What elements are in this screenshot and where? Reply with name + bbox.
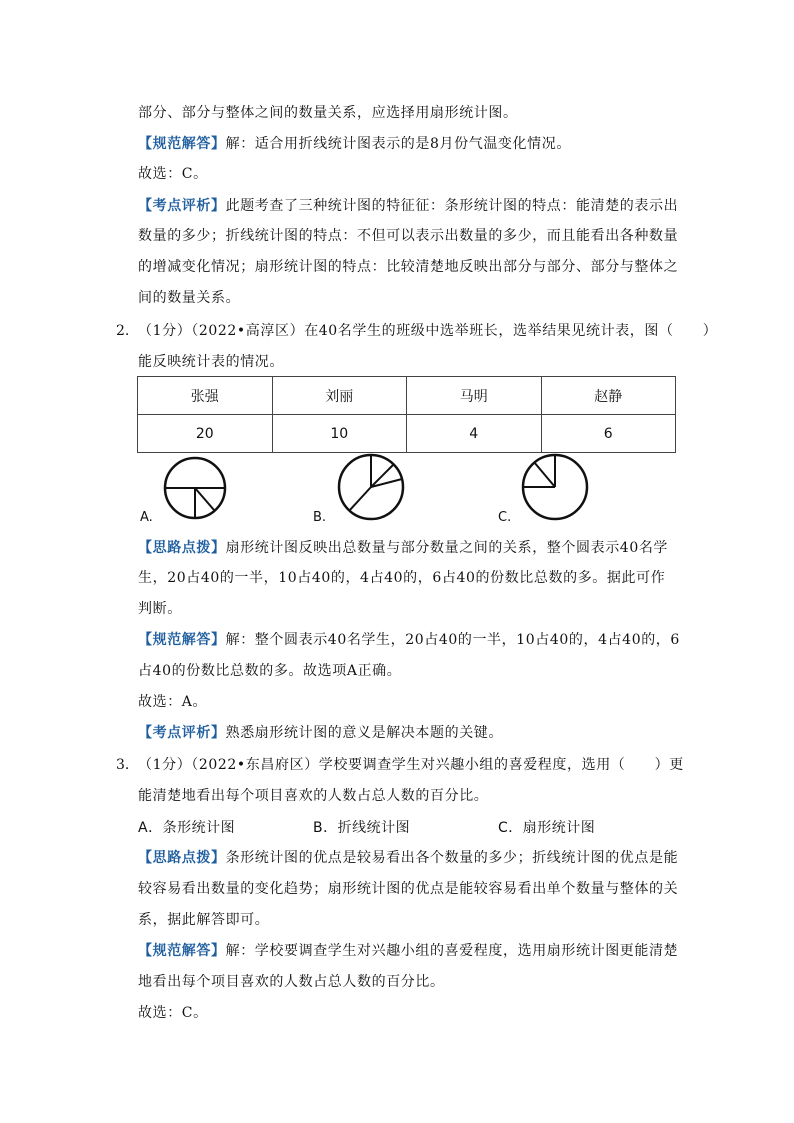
pie-option-b xyxy=(336,452,406,522)
q1-analysis-line3: 的增减变化情况；扇形统计图的特点：比较清楚地反映出部分与部分、部分与整体之 xyxy=(138,259,679,275)
option-c-label: C. xyxy=(498,510,512,525)
q2-answer xyxy=(138,630,680,650)
hint-tag: 【思路点拨】 xyxy=(138,540,226,556)
answer-text: 解：整个圆表示40名学生，20占40的一半，10占40的，4占40的，6 xyxy=(225,632,680,648)
table-cell: 20 xyxy=(138,415,273,453)
answer-tag: 【规范解答】 xyxy=(138,943,226,959)
q3-hint-line3: 系，据此解答即可。 xyxy=(138,912,270,928)
q2-answer-line2: 占40的份数比总数的多。故选项A正确。 xyxy=(138,663,402,679)
q3-stem-line2: 能清楚地看出每个项目喜欢的人数占总人数的百分比。 xyxy=(138,788,489,804)
q1-analysis-line2: 数量的多少；折线统计图的特点：不但可以表示出数量的多少，而且能看出各种数量 xyxy=(138,228,679,244)
table-header-cell: 刘丽 xyxy=(272,377,407,415)
q2-number: 2. xyxy=(116,323,130,339)
analysis-text: 此题考查了三种统计图的特征征：条形统计图的特点：能清楚的表示出 xyxy=(225,198,679,214)
q1-answer xyxy=(138,134,571,154)
answer-text: 解：学校要调查学生对兴趣小组的喜爱程度，选用扇形统计图更能清楚 xyxy=(225,943,679,959)
q2-choice: 故选：A。 xyxy=(138,694,208,710)
q3-option-a: A．条形统计图 xyxy=(138,820,236,836)
q2-hint-line2: 生，20占40的一半，10占40的，4占40的，6占40的份数比总数的多。据此可作 xyxy=(138,570,666,586)
answer-text: 解：适合用折线统计图表示的是8月份气温变化情况。 xyxy=(225,136,571,152)
q2-stem-line1: （1分）（2022•高淳区）在40名学生的班级中选举班长，选举结果见统计表，图（ ） xyxy=(138,323,718,339)
q1-analysis-line4: 间的数量关系。 xyxy=(138,290,241,306)
pie-option-a xyxy=(162,455,228,521)
q3-hint xyxy=(138,848,678,868)
option-a-label: A. xyxy=(140,510,153,525)
q1-analysis xyxy=(138,196,678,216)
q3-choice: 故选：C。 xyxy=(138,1005,208,1021)
q3-hint-line2: 较容易看出数量的变化趋势；扇形统计图的优点是能较容易看出单个数量与整体的关 xyxy=(138,881,679,897)
hint-tag: 【思路点拨】 xyxy=(138,850,226,866)
q3-number: 3. xyxy=(116,757,130,773)
table-cell: 10 xyxy=(272,415,407,453)
q3-answer-line2: 地看出每个项目喜欢的人数占总人数的百分比。 xyxy=(138,974,445,990)
q3-option-b: B．折线统计图 xyxy=(313,820,411,836)
q2-analysis xyxy=(138,723,503,743)
table-header-cell: 张强 xyxy=(138,377,273,415)
hint-text: 条形统计图的优点是较易看出各个数量的多少；折线统计图的优点是能 xyxy=(225,850,679,866)
q3-answer xyxy=(138,941,678,961)
analysis-tag: 【考点评析】 xyxy=(138,198,226,214)
analysis-text: 熟悉扇形统计图的意义是解决本题的关键。 xyxy=(225,725,504,741)
q2-stem-line2: 能反映统计表的情况。 xyxy=(138,354,284,370)
table-header-cell: 马明 xyxy=(407,377,542,415)
answer-tag: 【规范解答】 xyxy=(138,136,226,152)
q2-hint-line3: 判断。 xyxy=(138,601,182,617)
q3-stem-line1: （1分）（2022•东昌府区）学校要调查学生对兴趣小组的喜爱程度，选用（ ）更 xyxy=(138,757,684,773)
hint-text: 扇形统计图反映出总数量与部分数量之间的关系，整个圆表示40名学 xyxy=(225,540,669,556)
table-row xyxy=(138,415,676,453)
option-b-label: B. xyxy=(313,510,327,525)
table-cell: 4 xyxy=(407,415,542,453)
q2-hint xyxy=(138,538,668,558)
q1-choice: 故选：C。 xyxy=(138,166,208,182)
answer-tag: 【规范解答】 xyxy=(138,632,226,648)
q3-option-c: C．扇形统计图 xyxy=(498,820,596,836)
vote-table xyxy=(137,376,676,453)
pie-option-c xyxy=(520,452,590,522)
analysis-tag: 【考点评析】 xyxy=(138,725,226,741)
q1-continuation: 部分、部分与整体之间的数量关系，应选择用扇形统计图。 xyxy=(138,105,518,121)
table-header-row xyxy=(138,377,676,415)
table-header-cell: 赵静 xyxy=(541,377,676,415)
table-cell: 6 xyxy=(541,415,676,453)
